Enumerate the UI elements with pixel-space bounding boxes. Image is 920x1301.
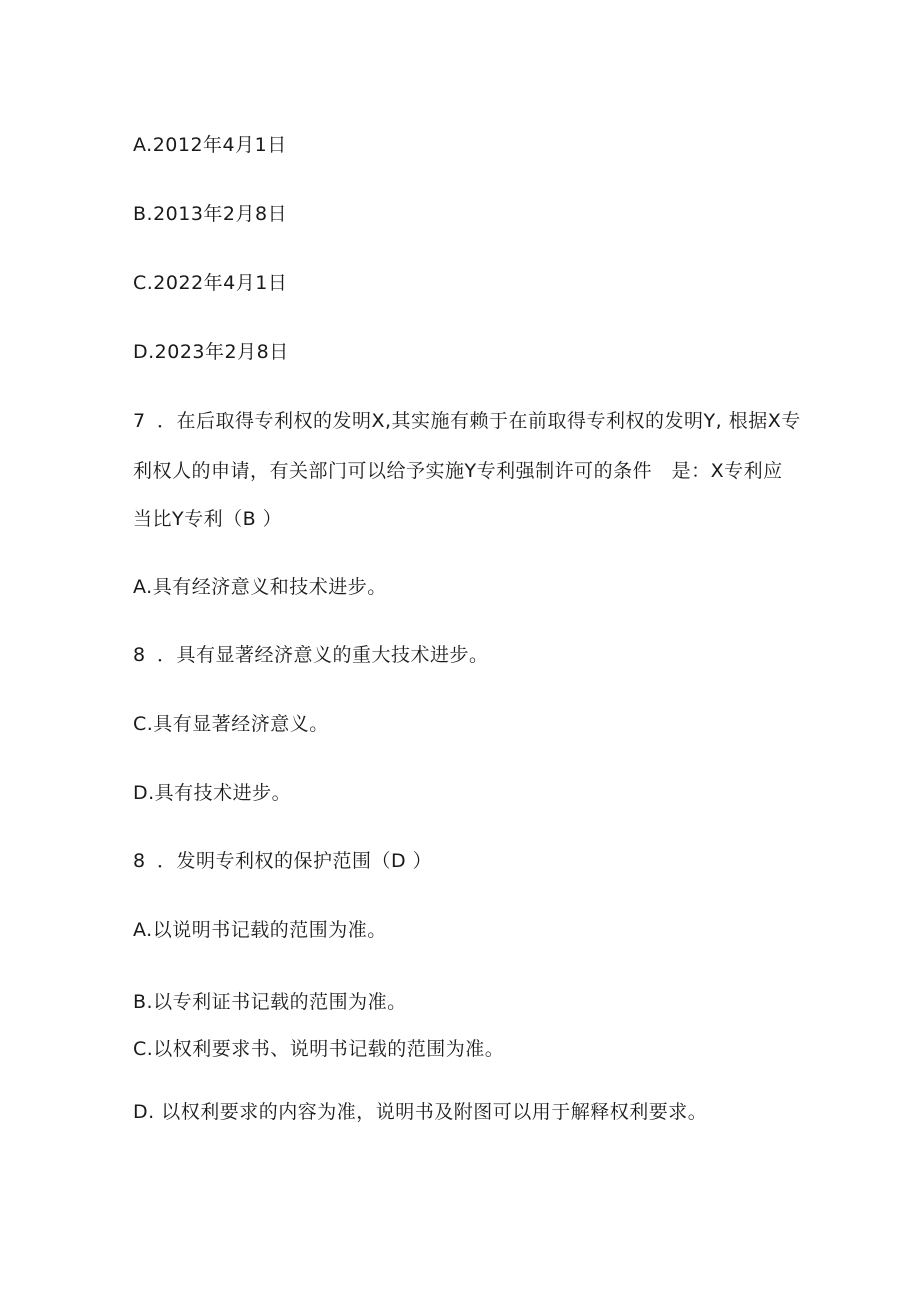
option-d-2023: D.2023年2月8日 (133, 341, 289, 363)
option-a-2012: A.2012年4月1日 (133, 134, 287, 156)
option-text: ．具有显著经济意义的重大技术进步。 (157, 644, 489, 666)
q7-option-d: D.具有技术进步。 (133, 782, 292, 804)
q8-option-a: A.以说明书记载的范围为准。 (133, 919, 387, 941)
q7-option-c: C.具有显著经济意义。 (133, 713, 329, 735)
question-text: ．在后取得专利权的发明X,其实施有赖于在前取得专利权的发明Y, 根据X专 (157, 410, 801, 432)
q8-option-c: C.以权利要求书、说明书记载的范围为准。 (133, 1038, 505, 1060)
q8-option-b: B.以专利证书记载的范围为准。 (133, 991, 407, 1013)
option-c-2022: C.2022年4月1日 (133, 272, 288, 294)
question-7-line1 (133, 409, 801, 433)
option-b-2013: B.2013年2月8日 (133, 203, 288, 225)
q8-option-d: D. 以权利要求的内容为准，说明书及附图可以用于解释权利要求。 (133, 1101, 708, 1123)
question-7-line3: 当比Y专利（B ） (133, 508, 283, 530)
question-8 (133, 849, 432, 873)
q7-option-a: A.具有经济意义和技术进步。 (133, 576, 387, 598)
question-text: ．发明专利权的保护范围（D ） (157, 850, 433, 872)
question-number: 7 (133, 410, 146, 432)
q7-option-b (133, 643, 489, 667)
question-7-line2: 利权人的申请，有关部门可以给予实施Y专利强制许可的条件 是：X专利应 (133, 460, 783, 482)
question-number: 8 (133, 850, 146, 872)
question-number: 8 (133, 644, 146, 666)
